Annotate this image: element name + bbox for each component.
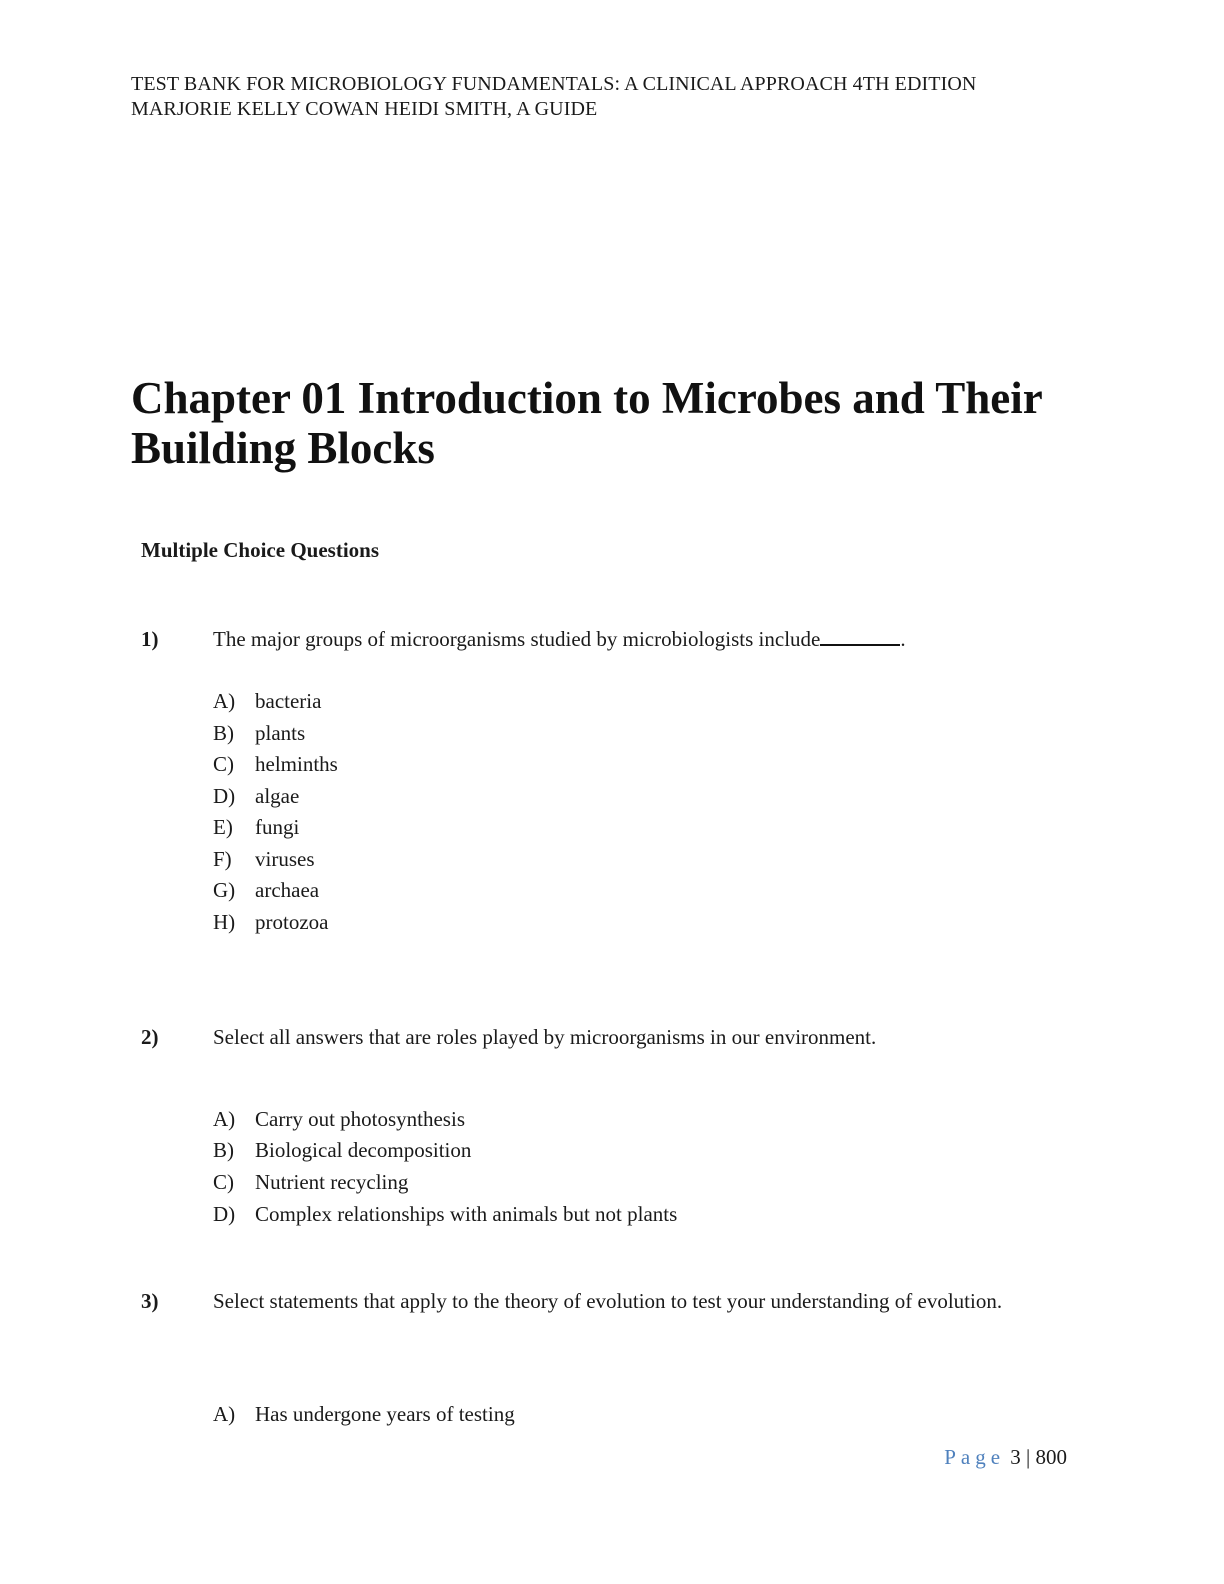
- question-3-text: Select statements that apply to the theory of evolution to test your understanding of evolution.: [213, 1289, 1003, 1313]
- option-letter: C): [213, 1170, 234, 1194]
- option-text: Biological decomposition: [255, 1138, 472, 1162]
- section-heading: Multiple Choice Questions: [141, 538, 380, 562]
- page-footer: [944, 1444, 1067, 1470]
- option-text: fungi: [255, 815, 300, 839]
- page-separator: |: [1026, 1445, 1031, 1469]
- option-text: Has undergone years of testing: [255, 1402, 515, 1426]
- question-1-option-a: [213, 688, 321, 714]
- question-2-option-c: [213, 1169, 408, 1195]
- option-letter: D): [213, 784, 236, 808]
- question-1-text: [213, 626, 906, 652]
- option-letter: F): [213, 847, 232, 871]
- option-text: algae: [255, 784, 300, 808]
- option-letter: H): [213, 910, 236, 934]
- question-3: [141, 1286, 1041, 1317]
- option-letter: A): [213, 689, 236, 713]
- page-label: Page: [944, 1445, 1006, 1469]
- option-text: Carry out photosynthesis: [255, 1107, 465, 1131]
- question-1-stem: The major groups of microorganisms studied by microbiologists include: [213, 627, 821, 651]
- question-1-option-g: [213, 877, 319, 903]
- document-header-line-2: MARJORIE KELLY COWAN HEIDI SMITH, A GUIDE: [131, 98, 598, 120]
- option-text: viruses: [255, 847, 315, 871]
- option-text: protozoa: [255, 910, 329, 934]
- question-1-number: 1): [141, 627, 159, 651]
- question-3-option-a: [213, 1401, 515, 1427]
- option-text: archaea: [255, 878, 320, 902]
- chapter-title: Chapter 01 Introduction to Microbes and Their Building Blocks: [131, 373, 1042, 473]
- question-1-option-d: [213, 783, 299, 809]
- option-text: Complex relationships with animals but not plants: [255, 1202, 678, 1226]
- question-2-text: Select all answers that are roles played by microorganisms in our environment.: [213, 1025, 877, 1049]
- option-letter: A): [213, 1107, 236, 1131]
- option-letter: D): [213, 1202, 236, 1226]
- question-1-option-c: [213, 751, 338, 777]
- option-letter: G): [213, 878, 236, 902]
- option-letter: E): [213, 815, 233, 839]
- option-text: helminths: [255, 752, 338, 776]
- option-letter: B): [213, 721, 234, 745]
- question-1-option-f: [213, 846, 315, 872]
- question-3-number: 3): [141, 1289, 159, 1313]
- question-1-option-b: [213, 720, 305, 746]
- question-2-option-a: [213, 1106, 465, 1132]
- question-1-option-e: [213, 814, 299, 840]
- question-2-option-d: [213, 1201, 677, 1227]
- answer-blank: [820, 627, 900, 646]
- total-pages: 800: [1035, 1445, 1067, 1469]
- page-number: 3: [1010, 1445, 1021, 1469]
- question-1-suffix: .: [900, 627, 906, 651]
- option-letter: B): [213, 1138, 234, 1162]
- question-2-option-b: [213, 1137, 471, 1163]
- document-header-line-1: TEST BANK FOR MICROBIOLOGY FUNDAMENTALS: A CLINICAL APPROACH 4TH EDITION: [131, 73, 977, 95]
- option-letter: C): [213, 752, 234, 776]
- option-text: bacteria: [255, 689, 322, 713]
- option-text: Nutrient recycling: [255, 1170, 409, 1194]
- question-2-number: 2): [141, 1025, 159, 1049]
- option-text: plants: [255, 721, 306, 745]
- option-letter: A): [213, 1402, 236, 1426]
- question-1-option-h: [213, 909, 328, 935]
